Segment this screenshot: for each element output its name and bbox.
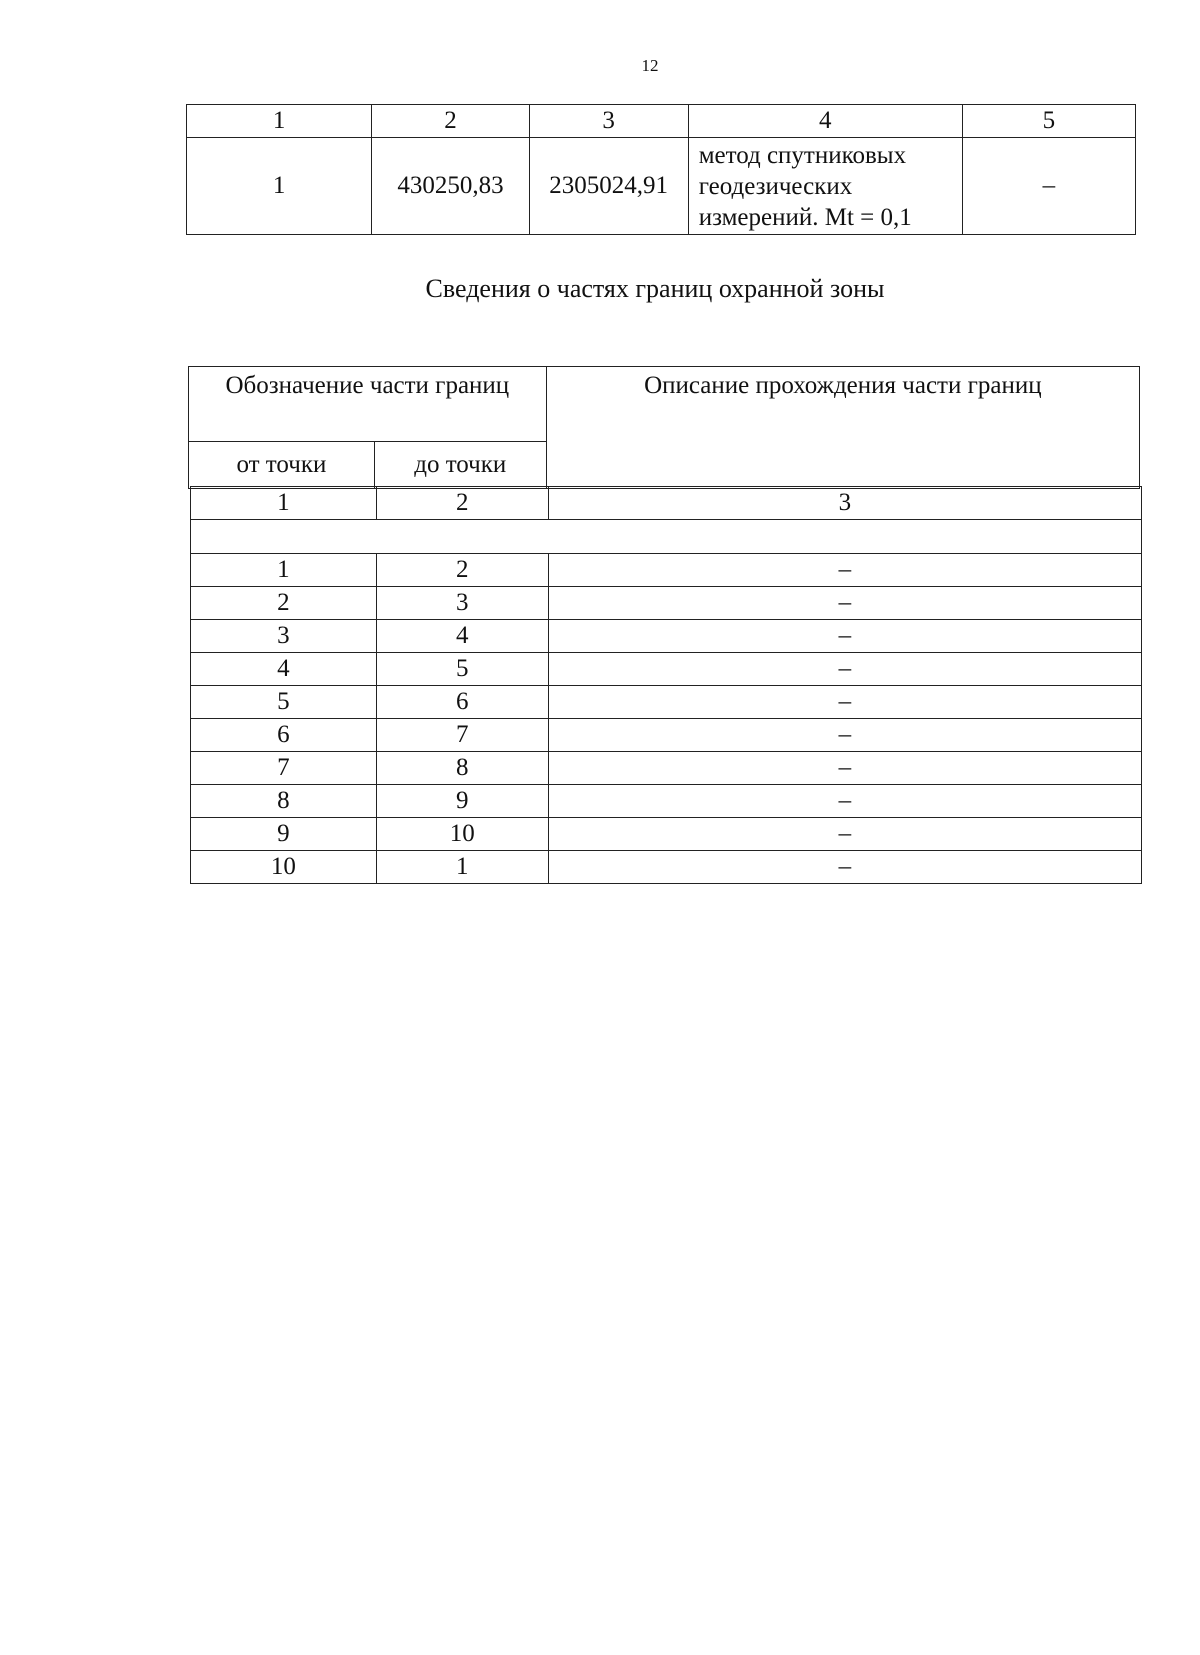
- to-point-cell: 6: [376, 686, 548, 719]
- method-line: геодезических: [698, 172, 853, 200]
- to-point-cell: 5: [376, 653, 548, 686]
- from-point-cell: 3: [191, 620, 377, 653]
- description-cell: –: [548, 818, 1141, 851]
- to-point-cell: 7: [376, 719, 548, 752]
- section-title: Сведения о частях границ охранной зоны: [425, 274, 885, 303]
- description-cell: –: [548, 851, 1141, 884]
- table-row: [191, 818, 1142, 851]
- column-number-cell: 3: [548, 487, 1141, 520]
- from-point-cell: 9: [191, 818, 377, 851]
- to-point-cell: 10: [376, 818, 548, 851]
- column-number-cell: 1: [191, 487, 377, 520]
- header-cell: 4: [688, 105, 962, 138]
- from-point-cell: 6: [191, 719, 377, 752]
- boundary-description-header: Описание прохождения части границ: [546, 367, 1139, 489]
- to-point-cell: 9: [376, 785, 548, 818]
- to-point-cell: 8: [376, 752, 548, 785]
- description-cell: –: [548, 785, 1141, 818]
- note-cell: –: [962, 138, 1135, 235]
- header-cell: 3: [529, 105, 688, 138]
- method-line: метод спутниковых: [698, 141, 907, 169]
- from-point-cell: 1: [191, 554, 377, 587]
- method-line: измерений. Mt = 0,1: [698, 203, 912, 231]
- description-cell: –: [548, 719, 1141, 752]
- column-number-cell: 2: [376, 487, 548, 520]
- to-point-cell: 1: [376, 851, 548, 884]
- parts-table: [190, 486, 1142, 884]
- description-cell: –: [548, 686, 1141, 719]
- description-cell: –: [548, 653, 1141, 686]
- to-point-header: до точки: [374, 442, 546, 489]
- x-coordinate-cell: 430250,83: [372, 138, 529, 235]
- description-cell: –: [548, 620, 1141, 653]
- from-point-cell: 10: [191, 851, 377, 884]
- from-point-cell: 7: [191, 752, 377, 785]
- column-number-row: [191, 487, 1142, 520]
- from-point-cell: 2: [191, 587, 377, 620]
- description-cell: –: [548, 752, 1141, 785]
- point-number-cell: 1: [187, 138, 372, 235]
- y-coordinate-cell: 2305024,91: [529, 138, 688, 235]
- to-point-cell: 4: [376, 620, 548, 653]
- header-cell: 1: [187, 105, 372, 138]
- table-row: [191, 686, 1142, 719]
- table-row: [191, 653, 1142, 686]
- table-row: [191, 851, 1142, 884]
- method-cell: [688, 138, 962, 235]
- header-cell: 5: [962, 105, 1135, 138]
- description-cell: –: [548, 587, 1141, 620]
- to-point-cell: 3: [376, 587, 548, 620]
- table-row: [187, 138, 1136, 235]
- table-row: [191, 620, 1142, 653]
- empty-row: [191, 520, 1142, 554]
- description-cell: –: [548, 554, 1141, 587]
- table-row: [191, 719, 1142, 752]
- page-number: 12: [641, 56, 659, 75]
- parts-table-header: [188, 366, 1140, 489]
- to-point-cell: 2: [376, 554, 548, 587]
- table-row: [191, 587, 1142, 620]
- from-point-cell: 4: [191, 653, 377, 686]
- table-row: [191, 752, 1142, 785]
- empty-cell: [191, 520, 1142, 554]
- table-header-row: [187, 105, 1136, 138]
- coordinates-table: [186, 104, 1136, 235]
- boundary-designation-header: Обозначение части границ: [189, 367, 547, 442]
- table-row: [191, 785, 1142, 818]
- from-point-header: от точки: [189, 442, 375, 489]
- table-row: [191, 554, 1142, 587]
- header-cell: 2: [372, 105, 529, 138]
- header-row: [189, 367, 1140, 442]
- from-point-cell: 8: [191, 785, 377, 818]
- from-point-cell: 5: [191, 686, 377, 719]
